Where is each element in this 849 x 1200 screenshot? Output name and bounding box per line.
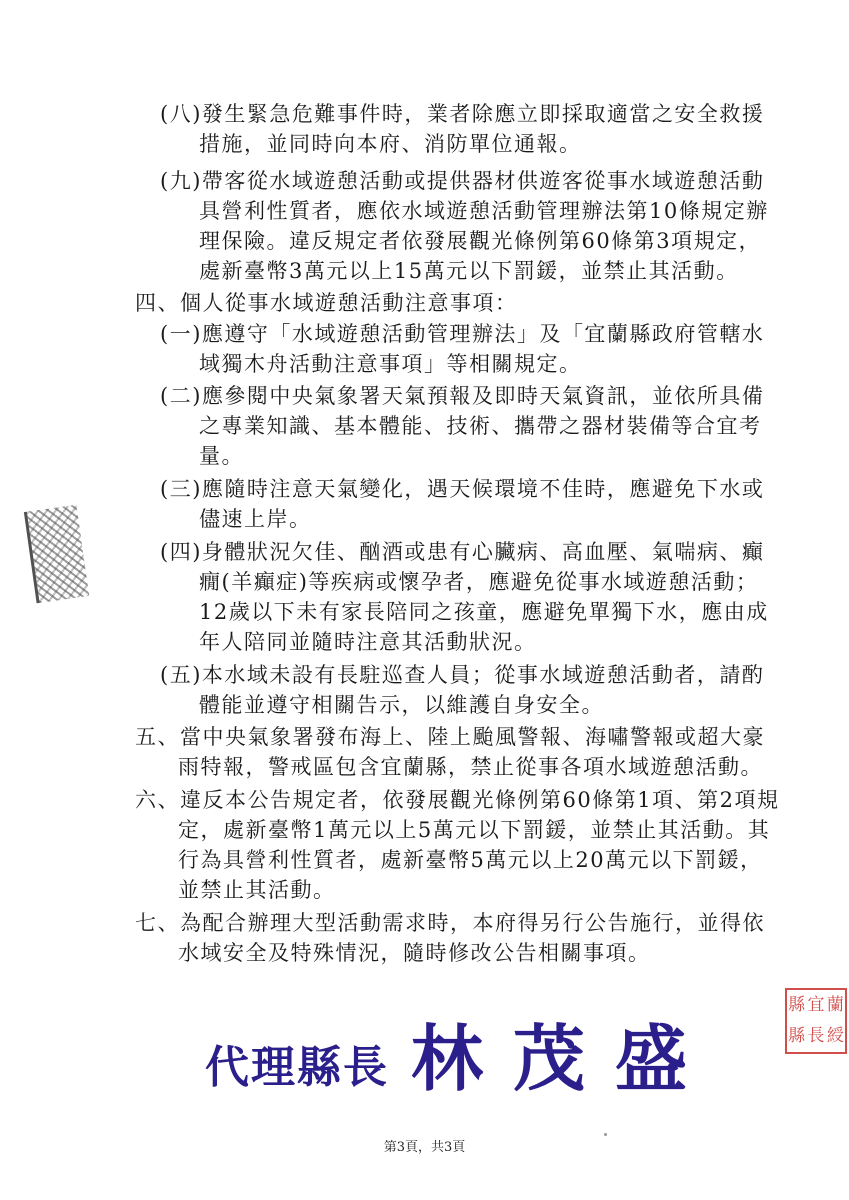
text-line: 儘速上岸。 — [199, 507, 312, 531]
text-line: 之專業知識、基本體能、技術、攜帶之器材裝備等合宜考 — [199, 414, 762, 438]
text-line: 癇(羊癲症)等疾病或懷孕者，應避免從事水域遊憩活動； — [199, 570, 759, 594]
signature-name: 林茂盛 — [411, 1017, 718, 1101]
seal-char: 蘭 — [826, 995, 844, 1015]
seal-char: 綬 — [826, 1026, 844, 1046]
section-heading: 六、違反本公告規定者，依發展觀光條例第60條第1項、第2項規 — [135, 788, 780, 812]
text-line: 雨特報，警戒區包含宜蘭縣，禁止從事各項水域遊憩活動。 — [178, 755, 763, 779]
text-line: (八)發生緊急危難事件時，業者除應立即採取適當之安全救援 — [160, 102, 765, 126]
signature-block — [205, 1015, 717, 1105]
text-line: (三)應隨時注意天氣變化，遇天候環境不佳時，應避免下水或 — [160, 477, 765, 501]
text-line: 並禁止其活動。 — [178, 878, 336, 902]
text-line: (四)身體狀況欠佳、酗酒或患有心臟病、高血壓、氣喘病、癲 — [160, 540, 765, 564]
signature-title: 代理縣長 — [205, 1042, 389, 1093]
seal-char: 縣 — [788, 1026, 806, 1046]
page-footer: 第3頁，共3頁 — [383, 1140, 466, 1155]
seal-stamp-partial — [24, 505, 89, 603]
text-line: (五)本水域未設有長駐巡查人員；從事水域遊憩活動者，請酌 — [160, 663, 765, 687]
official-seal — [785, 988, 847, 1054]
text-line: 處新臺幣3萬元以上15萬元以下罰鍰，並禁止其活動。 — [199, 259, 739, 283]
section-heading: 四、個人從事水域遊憩活動注意事項： — [135, 291, 518, 315]
text-line: (一)應遵守「水域遊憩活動管理辦法」及「宜蘭縣政府管轄水 — [160, 322, 765, 346]
text-line: 體能並遵守相關告示，以維護自身安全。 — [199, 693, 604, 717]
text-line: 理保險。違反規定者依發展觀光條例第60條第3項規定， — [199, 229, 762, 253]
text-line: (九)帶客從水域遊憩活動或提供器材供遊客從事水域遊憩活動 — [160, 169, 765, 193]
text-line: (二)應參閱中央氣象署天氣預報及即時天氣資訊，並依所具備 — [160, 384, 765, 408]
text-line: 措施，並同時向本府、消防單位通報。 — [199, 132, 582, 156]
text-line: 量。 — [199, 444, 244, 468]
text-line: 定，處新臺幣1萬元以上5萬元以下罰鍰，並禁止其活動。其 — [178, 818, 771, 842]
seal-char: 長 — [807, 1026, 825, 1046]
text-line: 域獨木舟活動注意事項」等相關規定。 — [199, 352, 582, 376]
section-heading: 七、為配合辦理大型活動需求時，本府得另行公告施行，並得依 — [135, 911, 765, 935]
text-line: 年人陪同並隨時注意其活動狀況。 — [199, 630, 537, 654]
section-heading: 五、當中央氣象署發布海上、陸上颱風警報、海嘯警報或超大豪 — [135, 725, 765, 749]
text-line: 12歲以下未有家長陪同之孩童，應避免單獨下水，應由成 — [199, 600, 769, 624]
seal-char: 宜 — [807, 995, 825, 1015]
text-line: 具營利性質者，應依水域遊憩活動管理辦法第10條規定辦 — [199, 199, 769, 223]
seal-char: 縣 — [788, 995, 806, 1015]
text-line: 水域安全及特殊情況，隨時修改公告相關事項。 — [178, 941, 651, 965]
text-line: 行為具營利性質者，處新臺幣5萬元以上20萬元以下罰鍰， — [178, 848, 763, 872]
